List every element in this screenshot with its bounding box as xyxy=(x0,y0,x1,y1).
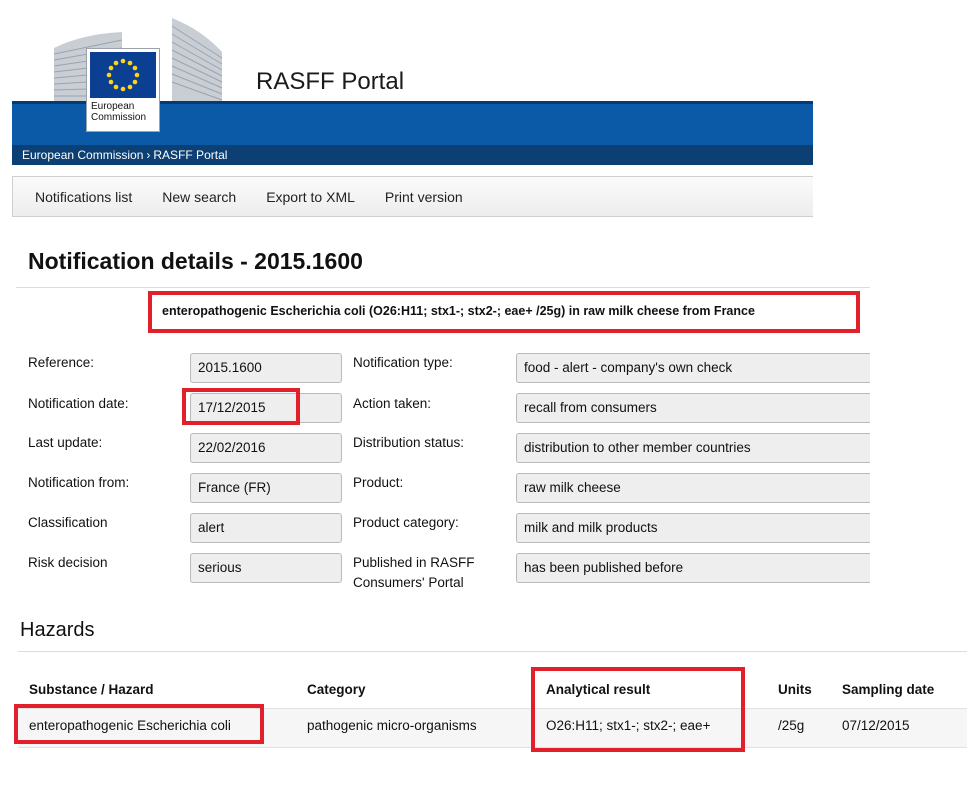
risk-decision-label: Risk decision xyxy=(28,555,108,570)
last-update-value: 22/02/2016 xyxy=(190,433,342,463)
column-units: Units xyxy=(778,682,812,697)
product-label: Product: xyxy=(353,475,404,490)
action-taken-value: recall from consumers xyxy=(516,393,870,423)
breadcrumb-rasff-portal[interactable]: RASFF Portal xyxy=(153,148,228,162)
distribution-status-label: Distribution status: xyxy=(353,435,465,450)
breadcrumb-european-commission[interactable]: European Commission xyxy=(22,148,144,162)
notification-date-label: Notification date: xyxy=(28,396,129,411)
column-category: Category xyxy=(307,682,366,697)
notification-from-label: Notification from: xyxy=(28,475,130,490)
cell-substance-hazard: enteropathogenic Escherichia coli xyxy=(29,718,231,733)
hazards-heading: Hazards xyxy=(20,619,95,641)
published-label-line1: Published in RASFF xyxy=(353,555,475,570)
notification-type-value: food - alert - company's own check xyxy=(516,353,870,383)
column-sampling-date: Sampling date xyxy=(842,682,935,697)
column-substance-hazard: Substance / Hazard xyxy=(29,682,154,697)
toolbar xyxy=(12,176,813,217)
logo-line-european: European xyxy=(91,101,135,112)
notifications-list-link[interactable]: Notifications list xyxy=(35,188,133,205)
published-consumers-portal-label xyxy=(353,553,475,593)
breadcrumb xyxy=(12,145,813,165)
cell-analytical-result: O26:H11; stx1-; stx2-; eae+ xyxy=(546,718,711,733)
product-category-value: milk and milk products xyxy=(516,513,870,543)
column-analytical-result: Analytical result xyxy=(546,682,651,697)
published-consumers-portal-value: has been published before xyxy=(516,553,870,583)
action-taken-label: Action taken: xyxy=(353,396,432,411)
new-search-link[interactable]: New search xyxy=(162,188,237,205)
title-divider xyxy=(16,287,870,288)
cell-units: /25g xyxy=(778,718,805,733)
breadcrumb-separator: › xyxy=(146,148,151,162)
classification-label: Classification xyxy=(28,515,108,530)
european-commission-logo[interactable] xyxy=(86,48,160,132)
app-title: RASFF Portal xyxy=(256,68,405,95)
notification-date-value: 17/12/2015 xyxy=(190,393,342,423)
export-to-xml-link[interactable]: Export to XML xyxy=(266,188,355,205)
risk-decision-value: serious xyxy=(190,553,342,583)
cell-category: pathogenic micro-organisms xyxy=(307,718,477,733)
page-title: Notification details - 2015.1600 xyxy=(28,248,363,274)
cell-sampling-date: 07/12/2015 xyxy=(842,718,910,733)
reference-label: Reference: xyxy=(28,355,95,370)
distribution-status-value: distribution to other member countries xyxy=(516,433,870,463)
logo-line-commission: Commission xyxy=(91,112,147,123)
classification-value: alert xyxy=(190,513,342,543)
reference-value: 2015.1600 xyxy=(190,353,342,383)
product-value: raw milk cheese xyxy=(516,473,870,503)
notification-from-value: France (FR) xyxy=(190,473,342,503)
last-update-label: Last update: xyxy=(28,435,103,450)
print-version-link[interactable]: Print version xyxy=(384,188,463,205)
hazards-divider xyxy=(18,651,967,652)
notification-subject: enteropathogenic Escherichia coli (O26:H11; stx1-; stx2-; eae+ /25g) in raw milk cheese from France xyxy=(162,304,755,318)
eu-flag-icon xyxy=(90,52,156,98)
published-label-line2: Consumers' Portal xyxy=(353,575,464,590)
product-category-label: Product category: xyxy=(353,515,459,530)
logo-text xyxy=(91,101,159,123)
notification-type-label: Notification type: xyxy=(353,355,453,370)
